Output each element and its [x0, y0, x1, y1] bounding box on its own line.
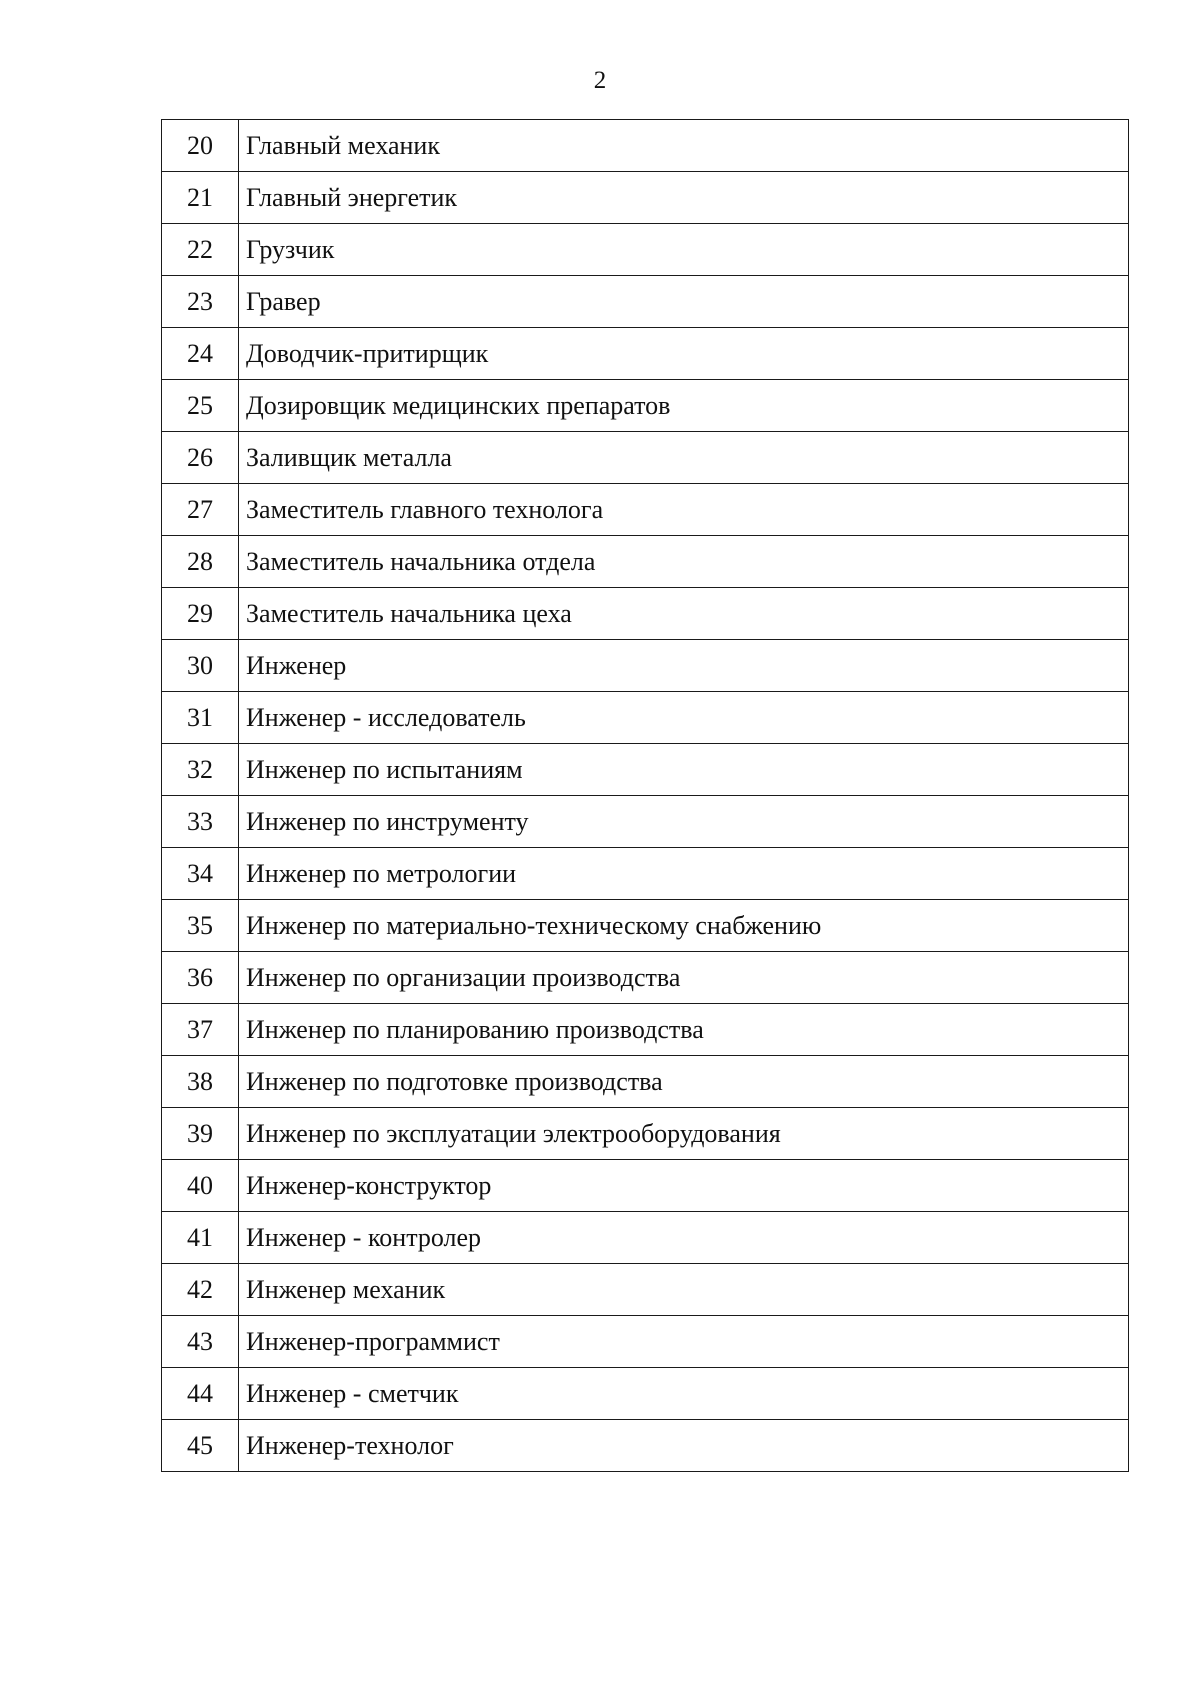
- position-name: Инженер по материально-техническому снабжению: [239, 900, 1129, 952]
- position-name: Инженер по инструменту: [239, 796, 1129, 848]
- table-row: [162, 1264, 1129, 1316]
- position-name: Гравер: [239, 276, 1129, 328]
- row-number: 21: [162, 172, 239, 224]
- table-row: [162, 432, 1129, 484]
- table-row: [162, 536, 1129, 588]
- positions-table-body: [162, 120, 1129, 1472]
- row-number: 25: [162, 380, 239, 432]
- table-row: [162, 796, 1129, 848]
- position-name: Инженер - исследователь: [239, 692, 1129, 744]
- position-name: Инженер - сметчик: [239, 1368, 1129, 1420]
- row-number: 28: [162, 536, 239, 588]
- table-row: [162, 1316, 1129, 1368]
- table-row: [162, 744, 1129, 796]
- row-number: 33: [162, 796, 239, 848]
- row-number: 31: [162, 692, 239, 744]
- position-name: Заместитель главного технолога: [239, 484, 1129, 536]
- row-number: 30: [162, 640, 239, 692]
- row-number: 44: [162, 1368, 239, 1420]
- row-number: 35: [162, 900, 239, 952]
- row-number: 26: [162, 432, 239, 484]
- table-row: [162, 848, 1129, 900]
- row-number: 43: [162, 1316, 239, 1368]
- row-number: 39: [162, 1108, 239, 1160]
- position-name: Инженер по планированию производства: [239, 1004, 1129, 1056]
- table-row: [162, 588, 1129, 640]
- position-name: Заливщик металла: [239, 432, 1129, 484]
- page-number: 2: [593, 67, 607, 94]
- position-name: Инженер по эксплуатации электрооборудования: [239, 1108, 1129, 1160]
- position-name: Инженер по метрологии: [239, 848, 1129, 900]
- position-name: Инженер-технолог: [239, 1420, 1129, 1472]
- position-name: Главный механик: [239, 120, 1129, 172]
- table-row: [162, 484, 1129, 536]
- position-name: Дозировщик медицинских препаратов: [239, 380, 1129, 432]
- position-name: Инженер-конструктор: [239, 1160, 1129, 1212]
- position-name: Главный энергетик: [239, 172, 1129, 224]
- position-name: Грузчик: [239, 224, 1129, 276]
- row-number: 32: [162, 744, 239, 796]
- position-name: Инженер по подготовке производства: [239, 1056, 1129, 1108]
- position-name: Инженер механик: [239, 1264, 1129, 1316]
- table-row: [162, 1420, 1129, 1472]
- position-name: Доводчик-притирщик: [239, 328, 1129, 380]
- table-row: [162, 328, 1129, 380]
- table-row: [162, 640, 1129, 692]
- position-name: Инженер - контролер: [239, 1212, 1129, 1264]
- row-number: 40: [162, 1160, 239, 1212]
- row-number: 22: [162, 224, 239, 276]
- position-name: Инженер по организации производства: [239, 952, 1129, 1004]
- table-row: [162, 120, 1129, 172]
- row-number: 20: [162, 120, 239, 172]
- table-row: [162, 1212, 1129, 1264]
- table-row: [162, 1160, 1129, 1212]
- table-row: [162, 1056, 1129, 1108]
- table-row: [162, 224, 1129, 276]
- row-number: 27: [162, 484, 239, 536]
- row-number: 29: [162, 588, 239, 640]
- row-number: 24: [162, 328, 239, 380]
- position-name: Заместитель начальника цеха: [239, 588, 1129, 640]
- position-name: Заместитель начальника отдела: [239, 536, 1129, 588]
- table-row: [162, 276, 1129, 328]
- row-number: 23: [162, 276, 239, 328]
- row-number: 38: [162, 1056, 239, 1108]
- row-number: 41: [162, 1212, 239, 1264]
- table-row: [162, 172, 1129, 224]
- table-row: [162, 1368, 1129, 1420]
- row-number: 37: [162, 1004, 239, 1056]
- position-name: Инженер-программист: [239, 1316, 1129, 1368]
- table-row: [162, 1004, 1129, 1056]
- position-name: Инженер: [239, 640, 1129, 692]
- row-number: 42: [162, 1264, 239, 1316]
- row-number: 36: [162, 952, 239, 1004]
- table-row: [162, 952, 1129, 1004]
- position-name: Инженер по испытаниям: [239, 744, 1129, 796]
- row-number: 45: [162, 1420, 239, 1472]
- table-row: [162, 1108, 1129, 1160]
- positions-table: [161, 119, 1129, 1472]
- row-number: 34: [162, 848, 239, 900]
- table-row: [162, 380, 1129, 432]
- table-row: [162, 900, 1129, 952]
- table-row: [162, 692, 1129, 744]
